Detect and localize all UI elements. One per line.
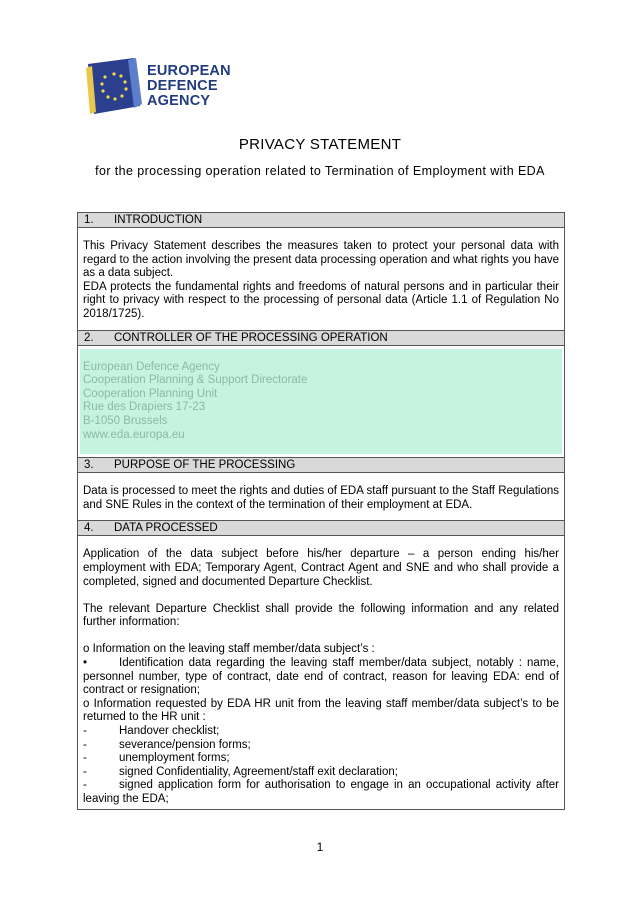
list-item: [83, 779, 559, 806]
dash-marker: -: [83, 725, 87, 738]
section-heading: PURPOSE OF THE PROCESSING: [114, 459, 296, 472]
logo-line-2: DEFENCE: [147, 78, 218, 94]
list-item-text: signed Confidentiality, Agreement/staff exit declaration;: [119, 765, 398, 778]
section-heading: INTRODUCTION: [114, 214, 203, 226]
section-heading: DATA PROCESSED: [114, 522, 218, 535]
controller-name: European Defence Agency: [83, 360, 220, 373]
section-3-header: [78, 458, 564, 473]
paragraph: o Information requested by EDA HR unit from the leaving staff member/data subject’s to be returned to the HR unit :: [83, 697, 559, 724]
controller-city: B-1050 Brussels: [83, 414, 168, 427]
section-heading: CONTROLLER OF THE PROCESSING OPERATION: [114, 331, 388, 344]
list-item-text: unemployment forms;: [119, 752, 230, 765]
list-item: [83, 739, 559, 753]
list-item: [83, 657, 559, 698]
list-item-text: Identification data regarding the leaving staff member/data subject, notably : name, personnel number, type of contract, date end of contract, reason for leaving EDA: end of contract or resignation;: [83, 657, 559, 697]
section-number: 2.: [84, 331, 94, 344]
dash-marker: -: [83, 738, 87, 751]
section-4-body: [78, 536, 564, 808]
logo-line-3: AGENCY: [147, 93, 211, 109]
controller-unit: Cooperation Planning Unit: [83, 387, 218, 400]
eda-emblem-icon: [84, 56, 144, 116]
section-1-body: [78, 228, 564, 331]
paragraph: o Information on the leaving staff member/data subject’s :: [83, 643, 375, 656]
section-4-header: [78, 521, 564, 536]
section-2-body: [78, 349, 564, 459]
paragraph: This Privacy Statement describes the measures taken to protect your personal data with regard to the action involving the present data processing operation and what rights you have as a data subject.: [83, 240, 559, 280]
controller-address-block: [80, 349, 562, 455]
logo-wordmark: [147, 64, 231, 109]
section-number: 4.: [84, 522, 94, 535]
eda-logo: [84, 56, 234, 116]
paragraph: EDA protects the fundamental rights and freedoms of natural persons and in particular their right to privacy with respect to the processing of personal data (Article 1.1 of Regulation No 2018/1725).: [83, 280, 559, 320]
document-subtitle: for the processing operation related to Termination of Employment with EDA: [95, 164, 545, 178]
list-item-text: signed application form for authorisation to engage in an occupational activity after leaving the EDA;: [83, 779, 559, 805]
list-item-text: severance/pension forms;: [119, 738, 251, 751]
page-number: 1: [316, 840, 324, 854]
logo-line-1: EUROPEAN: [147, 63, 231, 79]
section-number: 3.: [84, 459, 94, 472]
paragraph: The relevant Departure Checklist shall provide the following information and any related further information:: [83, 602, 559, 629]
dash-marker: -: [83, 779, 87, 792]
paragraph: Data is processed to meet the rights and duties of EDA staff pursuant to the Staff Regulations and SNE Rules in the context of the termination of their employment at EDA.: [83, 485, 559, 511]
controller-directorate: Cooperation Planning & Support Directorate: [83, 374, 308, 387]
bullet-marker: •: [83, 657, 88, 670]
section-2-header: [78, 331, 564, 346]
list-item: [83, 766, 559, 780]
section-3-body: [78, 473, 564, 521]
statement-table: [77, 212, 565, 810]
section-1-header: [78, 213, 564, 228]
list-item: [83, 752, 559, 766]
list-item: [83, 725, 559, 739]
document-title: PRIVACY STATEMENT: [238, 136, 402, 153]
dash-marker: -: [83, 752, 87, 765]
dash-marker: -: [83, 765, 87, 778]
section-number: 1.: [84, 214, 94, 226]
paragraph: Application of the data subject before his/her departure – a person ending his/her employment with EDA; Temporary Agent, Contract Agent and SNE and who shall provide a completed, signed and documented Departure Checklist.: [83, 548, 559, 588]
controller-website: www.eda.europa.eu: [83, 428, 185, 441]
list-item-text: Handover checklist;: [119, 725, 220, 738]
controller-street: Rue des Drapiers 17-23: [83, 401, 206, 414]
